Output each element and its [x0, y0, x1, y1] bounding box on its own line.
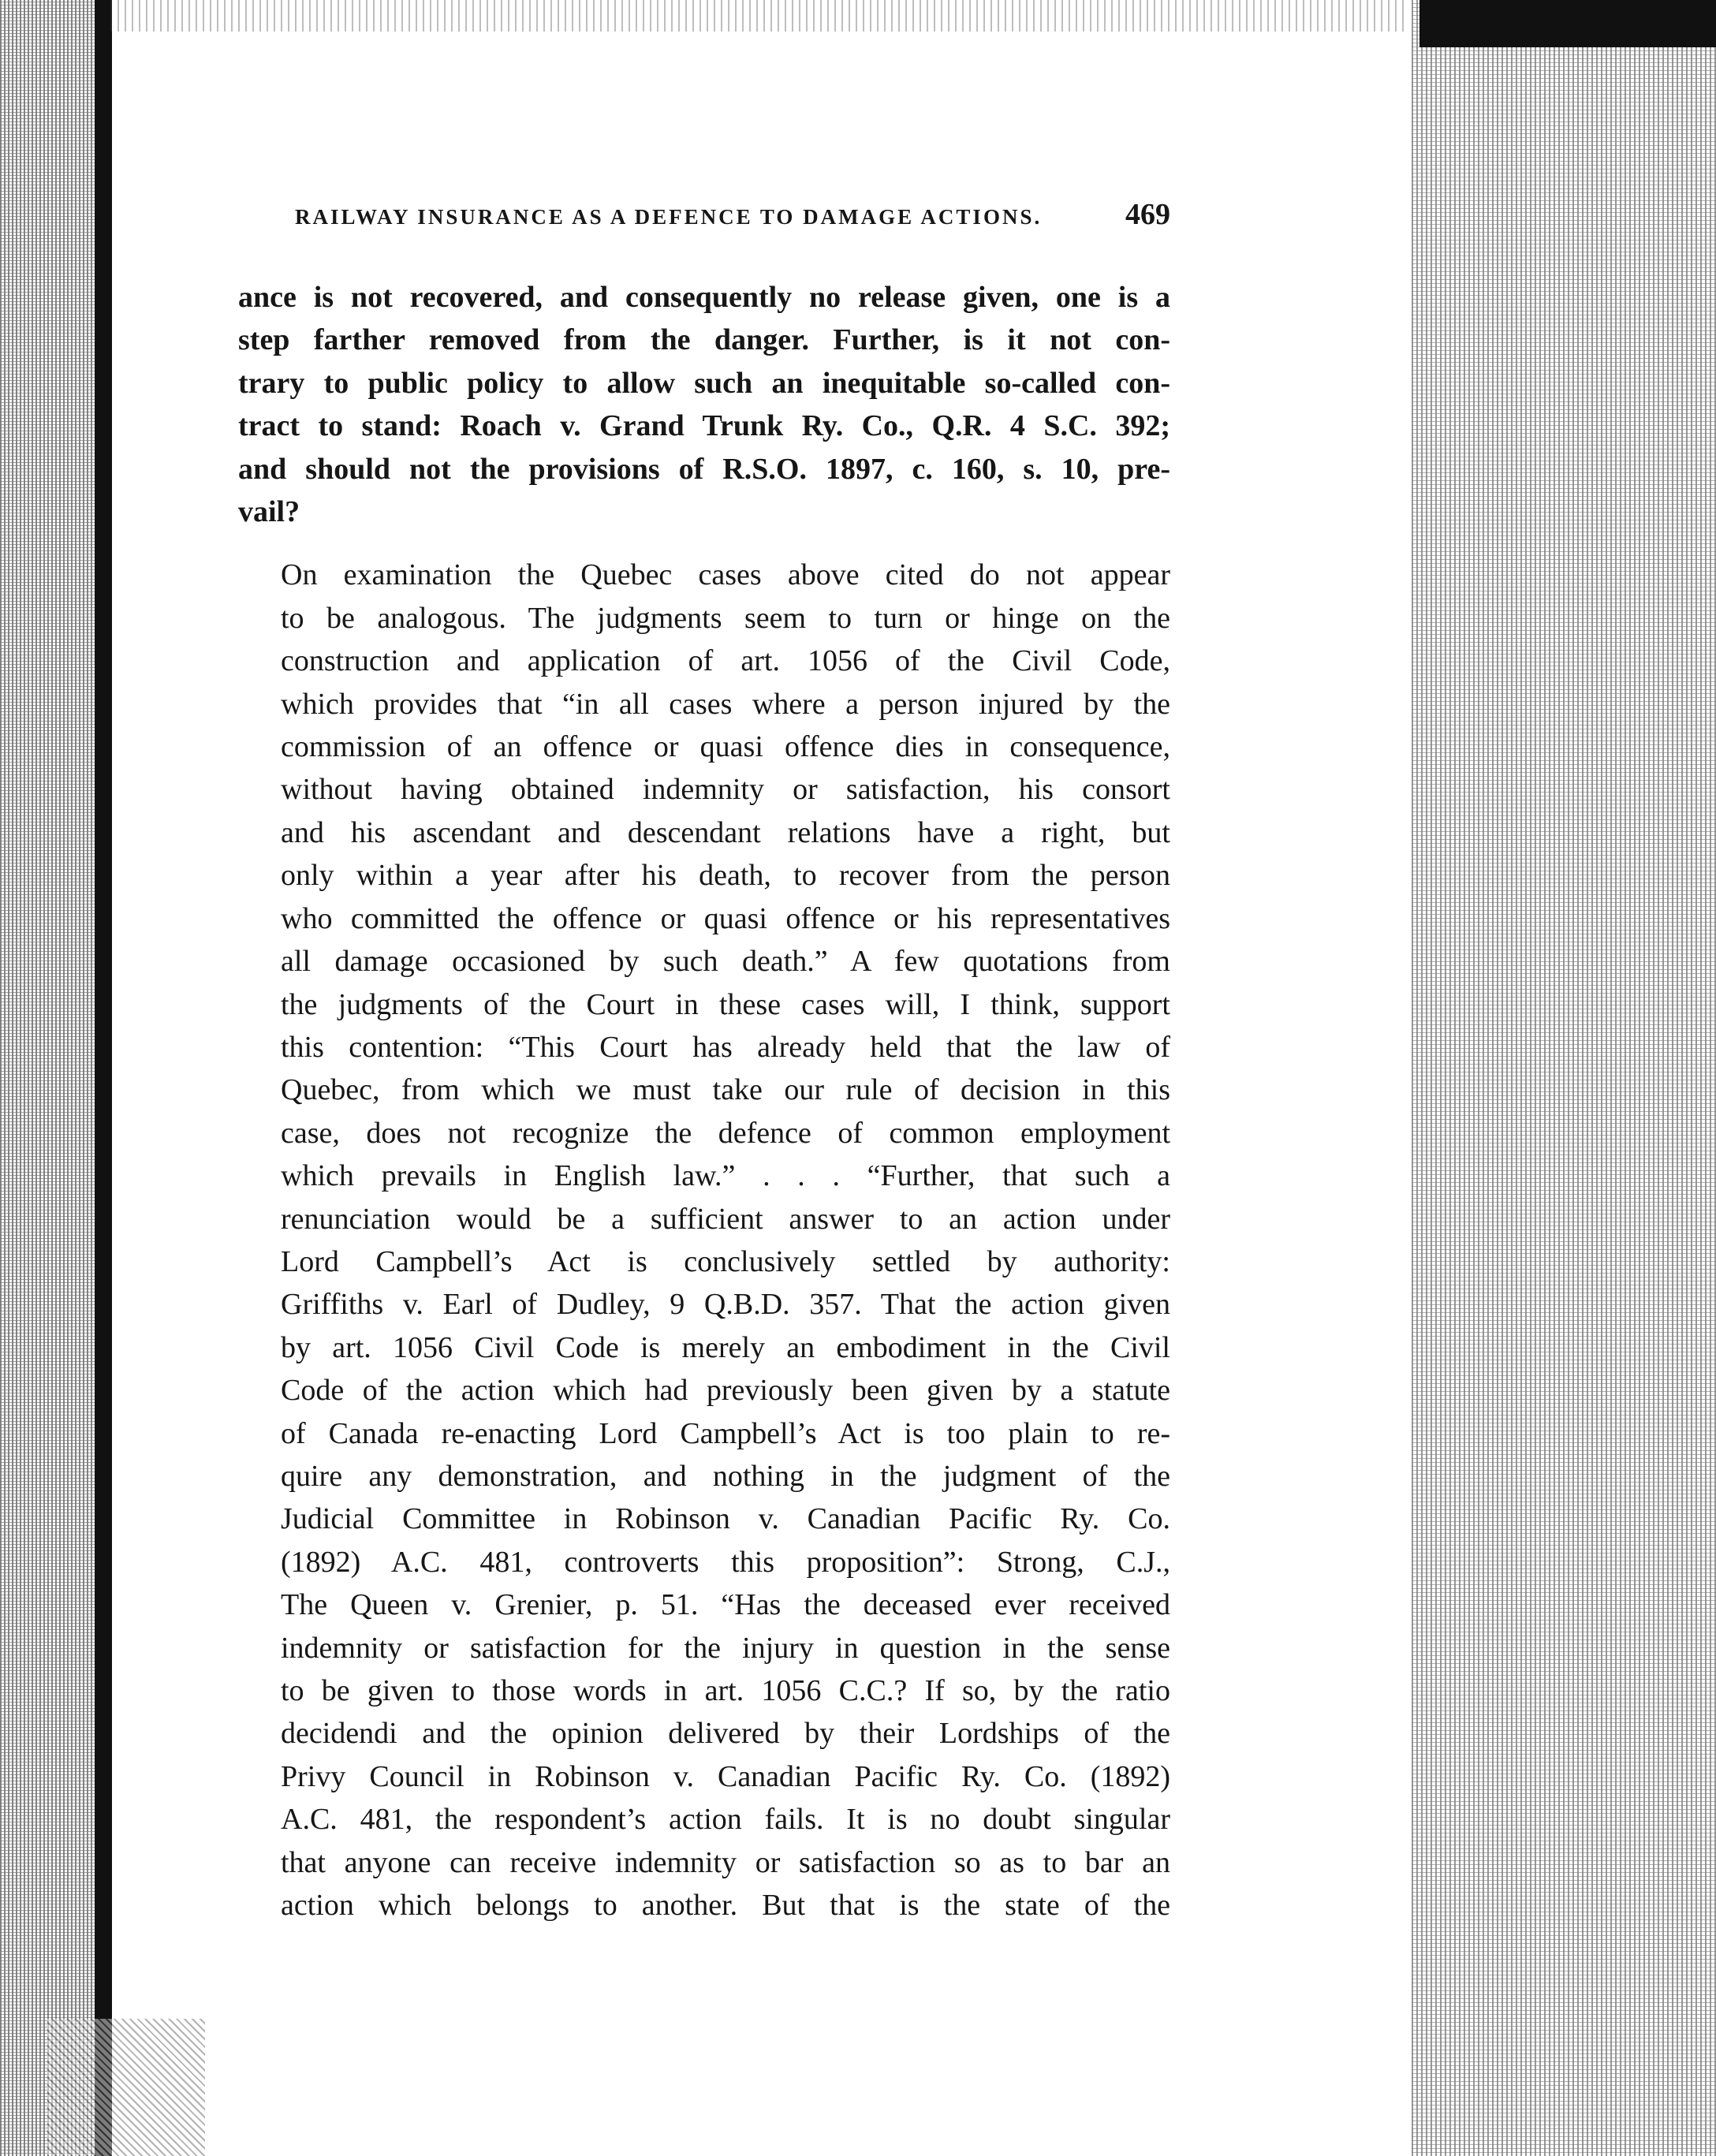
text-line: Quebec, from which we must take our rule of decision in this — [281, 1073, 1170, 1107]
text-line: On examination the Quebec cases above cited do not appear — [281, 558, 1170, 592]
scan-noise-right — [1412, 0, 1716, 2156]
text-line: decidendi and the opinion delivered by their Lordships of the — [281, 1717, 1170, 1751]
text-line: Judicial Committee in Robinson v. Canadian Pacific Ry. Co. — [281, 1502, 1170, 1536]
text-line: step farther removed from the danger. Further, is it not con- — [238, 323, 1170, 357]
text-line: renunciation would be a sufficient answer to an action under — [281, 1202, 1170, 1236]
text-line: the judgments of the Court in these cases will, I think, support — [281, 987, 1170, 1021]
text-line: The Queen v. Grenier, p. 51. “Has the deceased ever received — [281, 1588, 1170, 1622]
paragraph-2 — [238, 554, 1170, 1927]
text-line: by art. 1056 Civil Code is merely an embodiment in the Civil — [281, 1330, 1170, 1364]
text-line: tract to stand: Roach v. Grand Trunk Ry. Co., Q.R. 4 S.C. 392; — [238, 409, 1170, 443]
text-line: to be given to those words in art. 1056 C.C.? If so, by the ratio — [281, 1674, 1170, 1707]
text-line: which provides that “in all cases where a person injured by the — [281, 687, 1170, 721]
text-line: trary to public policy to allow such an inequitable so-called con- — [238, 366, 1170, 400]
text-line: vail? — [238, 495, 300, 529]
page-content — [238, 197, 1170, 1927]
text-line: Griffiths v. Earl of Dudley, 9 Q.B.D. 357. That the action given — [281, 1288, 1170, 1322]
text-line: to be analogous. The judgments seem to turn or hinge on the — [281, 601, 1170, 635]
paragraph-1 — [238, 276, 1170, 533]
text-line: and his ascendant and descendant relations have a right, but — [281, 815, 1170, 849]
scan-noise-top — [110, 0, 1404, 32]
text-line: who committed the offence or quasi offence or his representatives — [281, 901, 1170, 935]
text-line: commission of an offence or quasi offence dies in consequence, — [281, 730, 1170, 764]
text-line: ance is not recovered, and consequently no release given, one is a — [238, 281, 1170, 314]
text-line: Code of the action which had previously been given by a statute — [281, 1374, 1170, 1408]
text-line: action which belongs to another. But that is the state of the — [281, 1889, 1170, 1923]
text-line: and should not the provisions of R.S.O. 1897, c. 160, s. 10, pre- — [238, 452, 1170, 486]
scan-edge-left — [95, 0, 112, 2156]
running-head-title: RAILWAY INSURANCE AS A DEFENCE TO DAMAGE ACTIONS. — [295, 205, 1043, 229]
text-line: without having obtained indemnity or satisfaction, his consort — [281, 773, 1170, 807]
text-line: construction and application of art. 1056 of the Civil Code, — [281, 644, 1170, 678]
text-line: Privy Council in Robinson v. Canadian Pacific Ry. Co. (1892) — [281, 1759, 1170, 1793]
text-line: quire any demonstration, and nothing in the judgment of the — [281, 1459, 1170, 1493]
text-line: all damage occasioned by such death.” A few quotations from — [281, 945, 1170, 979]
text-line: case, does not recognize the defence of common employment — [281, 1116, 1170, 1150]
text-line: of Canada re-enacting Lord Campbell’s Act is too plain to re- — [281, 1416, 1170, 1450]
scan-noise-left — [0, 0, 110, 2156]
page-number: 469 — [1125, 198, 1170, 231]
text-line: Lord Campbell’s Act is conclusively settled by authority: — [281, 1244, 1170, 1278]
text-line: (1892) A.C. 481, controverts this proposition”: Strong, C.J., — [281, 1545, 1170, 1579]
text-line: A.C. 481, the respondent’s action fails. It is no doubt singular — [281, 1803, 1170, 1837]
text-line: only within a year after his death, to recover from the person — [281, 859, 1170, 893]
text-line: this contention: “This Court has already held that the law of — [281, 1030, 1170, 1064]
scan-noise-bottom-left — [47, 2019, 205, 2156]
text-line: that anyone can receive indemnity or satisfaction so as to bar an — [281, 1845, 1170, 1879]
text-line: indemnity or satisfaction for the injury in question in the sense — [281, 1631, 1170, 1665]
running-head — [295, 197, 1170, 241]
scan-edge-right-top — [1419, 0, 1716, 47]
text-line: which prevails in English law.” . . . “Further, that such a — [281, 1159, 1170, 1193]
